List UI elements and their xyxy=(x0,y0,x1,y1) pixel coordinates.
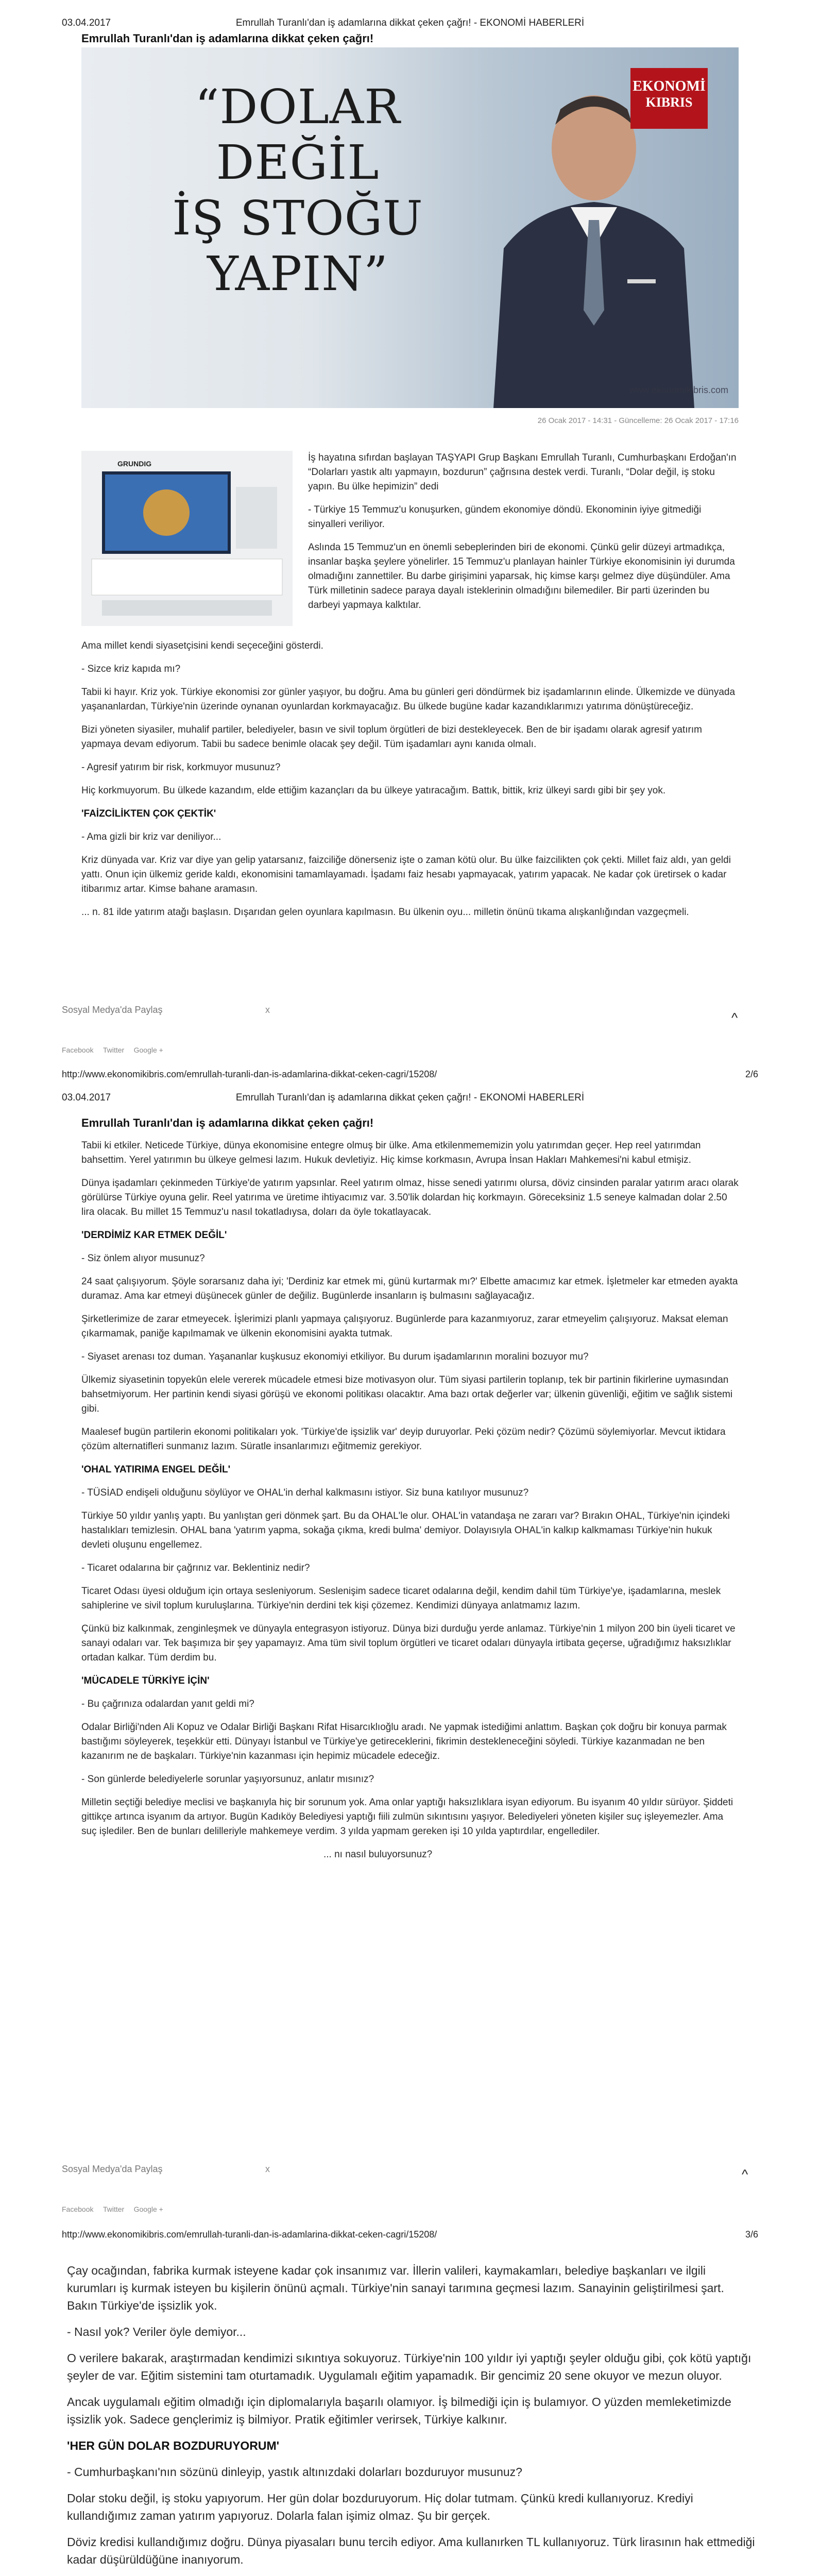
body-paragraph: Dünya işadamları çekinmeden Türkiye'de yatırım yapsınlar. Reel yatırım olmaz, hisse senedi yatırımı olursa, döviz cinsinden paralar yatırım aracı olarak görülürse Türkiye oyuna gelir. Reel yatırıma ve üretime ihtiyacımız var. 3.50'lik dolardan hiç korkmayın. Göreceksiniz 1.5 seneye kalmadan dolar 2.50 lira olacak. Bu millet 15 Temmuz'u nasıl tokatladıysa, doları da öyle tokatlayacak. xyxy=(81,1178,739,1217)
body-paragraph: 24 saat çalışıyorum. Şöyle sorarsanız daha iyi; 'Derdiniz kar etmek mi, günü kurtarmak mı?' Elbette amacımız kar etmek. İşletmeler kar etmeden ayakta duramaz. Ama kar etmeyi düşünecek günler de değiliz. Bugünlerde insanların iş bulmasını sağlayacağız. xyxy=(81,1276,738,1301)
figure-brand: GRUNDIG xyxy=(117,460,152,468)
body-paragraph: Ama millet kendi siyasetçisini kendi seçeceğini gösterdi. xyxy=(81,640,323,651)
print-url: http://www.ekonomikibris.com/emrullah-turanli-dan-is-adamlarina-dikkat-ceken-cagri/15208/ xyxy=(62,1069,437,1079)
question: - TÜSİAD endişeli olduğunu söylüyor ve OHAL'in derhal kalkmasını istiyor. Siz buna katılıyor musunuz? xyxy=(81,1487,529,1498)
article-body-page-3 xyxy=(67,2262,757,2576)
tv-illustration xyxy=(81,451,293,626)
body-paragraph: O verilere bakarak, araştırmadan kendimizi sıkıntıya sokuyoruz. Türkiye'nin 100 yıldır iyi yaptığı şeyler olduğu gibi, çok kötü yaptığı şeyler de var. Eğitim sistemini tam oturtamadık. Uygulamalı eğitim yapamadık. Bir gencimiz 20 sene okuyor ve mezun oluyor. xyxy=(67,2351,751,2382)
question: - Son günlerde belediyelerle sorunlar yaşıyorsunuz, anlatır mısınız? xyxy=(81,1774,374,1785)
close-icon[interactable]: x xyxy=(265,2164,270,2174)
print-page-number: 2/6 xyxy=(745,1069,758,1079)
print-header xyxy=(62,18,758,29)
close-icon[interactable]: x xyxy=(265,1005,270,1015)
body-paragraph: Döviz kredisi kullandığımız doğru. Dünya piyasaları bunu tercih ediyor. Ama kullanırken TL kullanıyoruz. Türk lirasının hak ettmediği kadar düşürüldüğüne inanıyorum. xyxy=(67,2535,755,2566)
subheading: 'HER GÜN DOLAR BOZDURUYORUM' xyxy=(67,2439,280,2452)
body-paragraph: Çünkü biz kalkınmak, zenginleşmek ve dünyayla entegrasyon istiyoruz. Dünya bizi durduğu yerde anlamaz. Türkiye'nin 1 milyon 200 bin üyeli ticaret ve sanayi odaları var. Tek başımıza bir şey yapamayız. Ama tüm sivil toplum örgütleri ve ticaret odaları dünyayla irtibata geçerse, uğradığımız haksızlıklar ortadan kalkar. Tüm derdim bu. xyxy=(81,1623,736,1663)
hero-quote-line-2: İŞ STOĞU YAPIN” xyxy=(172,191,423,301)
body-paragraph: Ancak uygulamalı eğitim olmadığı için diplomalarıyla başarılı olamıyor. İş bilmediği için iş bulamıyor. O yüzden memleketimizde işsizlik yok. Sadece gençlerimiz iş bilmiyor. Pratik eğitimler verirsek, Türkiye kalkınır. xyxy=(67,2395,731,2426)
social-share-title: Sosyal Medya'da Paylaş xyxy=(62,1005,163,1015)
article-body-page-1 xyxy=(81,639,739,928)
question: - Agresif yatırım bir risk, korkmuyor musunuz? xyxy=(81,762,281,773)
question: - Ama gizli bir kriz var deniliyor... xyxy=(81,832,221,842)
social-share-panel xyxy=(62,999,278,1066)
social-share-buttons xyxy=(62,2205,170,2214)
print-page-1 xyxy=(0,0,820,1079)
facebook-share-button[interactable]: Facebook xyxy=(62,2205,94,2213)
hero-banner xyxy=(81,47,739,408)
social-share-panel xyxy=(62,2159,278,2226)
print-page-title: Emrullah Turanlı'dan iş adamlarına dikkat çeken çağrı! - EKONOMİ HABERLERİ xyxy=(235,18,585,28)
twitter-share-button[interactable]: Twitter xyxy=(102,1046,125,1054)
question: - Bu çağrınıza odalardan yanıt geldi mi? xyxy=(81,1699,254,1709)
scroll-up-icon[interactable]: ^ xyxy=(731,1010,738,1025)
print-page-title: Emrullah Turanlı'dan iş adamlarına dikkat çeken çağrı! - EKONOMİ HABERLERİ xyxy=(235,1092,585,1103)
subheading: 'FAİZCİLİKTEN ÇOK ÇEKTİK' xyxy=(81,808,216,819)
article-title: Emrullah Turanlı'dan iş adamlarına dikkat çeken çağrı! xyxy=(81,1116,374,1129)
print-date: 03.04.2017 xyxy=(62,18,111,28)
social-share-title: Sosyal Medya'da Paylaş xyxy=(62,2164,163,2174)
body-paragraph: Ticaret Odası üyesi olduğum için ortaya sesleniyorum. Seslenişim sadece ticaret odalarına değil, kendim dahil tüm Türkiye'ye, işadamlarına, meslek sahiplerine ve sivil toplum kuruluşlarına. Türkiye'nin derdini tek kişi çözemez. Kendimizi dünyaya anlatmamız lazım. xyxy=(81,1586,721,1611)
print-page-3 xyxy=(0,2241,820,2576)
social-share-buttons xyxy=(62,1046,170,1055)
body-paragraph: Bizi yöneten siyasiler, muhalif partiler, belediyeler, basın ve sivil toplum örgütleri de bizi destekleyecek. Ben de bir işadamı olarak agresif yatırım yapmaya devam ediyorum. Tabii bu sadece benimle olacak şey değil. Tüm işadamları aynı kanıda olmalı. xyxy=(81,724,702,750)
article-lead xyxy=(308,451,739,621)
body-paragraph: Ülkemiz siyasetinin topyekûn elele vererek mücadele etmesi bize motivasyon olur. Tüm siyasi partilerin toplanıp, tek bir partinin fikirlerine uymasından bahsetmiyorum. Her partinin kendi siyasi görüşü ve ekonomi politikası olacaktır. Ama bazı ortak değerler var; ülkenin güvenliği, eğitim ve sağlık sistemi gibi. xyxy=(81,1375,733,1414)
print-page-2 xyxy=(0,1079,820,2241)
google-plus-share-button[interactable]: Google + xyxy=(133,1046,163,1054)
body-paragraph: ... n. 81 ilde yatırım atağı başlasın. Dışarıdan gelen oyunlara kapılmasın. Bu ülkenin oyu... milletin önünü tıkama alışkanlığından vazgeçmeli. xyxy=(81,907,689,918)
question: - Siyaset arenası toz duman. Yaşananlar kuşkusuz ekonomiyi etkiliyor. Bu durum işadamlarının moralini bozuyor mu? xyxy=(81,1351,589,1362)
article-dates: 26 Ocak 2017 - 14:31 - Güncelleme: 26 Ocak 2017 - 17:16 xyxy=(537,416,739,425)
body-paragraph: Tabii ki etkiler. Neticede Türkiye, dünya ekonomisine entegre olmuş bir ülke. Ama etkilenmememizin yolu yatırımdan geçer. Hep reel yatırımdan bahsettim. Yerel yatırımın bu ülkeye gelmesi lazım. Hukuk devletiyiz. Hiç kimse korkmasın, Avrupa İnsan Hakları Mahkemesi'ni kabul etmişiz. xyxy=(81,1140,701,1165)
subheading: 'MÜCADELE TÜRKİYE İÇİN' xyxy=(81,1675,210,1686)
body-paragraph: Hiç korkmuyorum. Bu ülkede kazandım, elde ettiğim kazançları da bu ülkeye yatıracağım. Battık, bittik, kriz ülkeyi sardı gibi bir şey yok. xyxy=(81,785,666,796)
question: - Ticaret odalarına bir çağrınız var. Beklentiniz nedir? xyxy=(81,1563,310,1573)
body-paragraph: Milletin seçtiği belediye meclisi ve başkanıyla hiç bir sorunum yok. Ama onlar yaptığı haksızlıklara isyan ediyorum. Bu isyanım 40 yıldır sürüyor. Şiddeti gittikçe artınca isyanım da artıyor. Bugün Kadıköy Belediyesi yaptığı fiili zulmün sıkıntısını yaşıyor. Belediyeleri yöneten kişiler suç işleyemezler. Ama suç işlediler. Ben de bunları delilleriyle mahkemeye verdim. 3 yılda yapmam gereken işi 10 yılda yaptırdılar, engellediler. xyxy=(81,1797,733,1837)
body-paragraph: Dolar stoku değil, iş stoku yapıyorum. Her gün dolar bozduruyorum. Hiç dolar tutmam. Çünkü kredi kullanıyoruz. Krediyi kullandığımız zaman yatırım yapıyoruz. Dolarla falan işimiz olmaz. Şu bir gerçek. xyxy=(67,2492,693,2522)
scroll-up-icon[interactable]: ^ xyxy=(742,2166,748,2182)
body-paragraph: Tabii ki hayır. Kriz yok. Türkiye ekonomisi zor günler yaşıyor, bu doğru. Ama bu günleri geri döndürmek biz işadamlarının elinde. Ülkemizde ve dünyada yaşananlardan, Türkiye'nin üzerinde oynanan oyunlardan korkmayacağız. Bu ülkede bugüne kadar kazandıklarımızı yatırıma dönüştüreceğiz. xyxy=(81,687,736,712)
body-paragraph: Çay ocağından, fabrika kurmak isteyene kadar çok insanımız var. İllerin valileri, kaymakamları, belediye başkanları ve ilgili kurumları iş kurmak isteyen bu kişilerin önünü açmalı. Türkiye'nin sanayi tarımına geçmesi lazım. Sanayinin geliştirilmesi şart. Bakın Türkiye'de işsizlik yok. xyxy=(67,2264,724,2312)
facebook-share-button[interactable]: Facebook xyxy=(62,1046,94,1054)
body-paragraph: Şirketlerimize de zarar etmeyecek. İşlerimizi planlı yapmaya çalışıyoruz. Bugünlerde para kazanmıyoruz, zarar etmeyelim çalışıyoruz. Maksat eleman çıkarmamak, paniğe kapılmamak ve ülkenin ekonomisini ayakta tutmak. xyxy=(81,1314,728,1339)
tv-advert-image xyxy=(81,451,293,626)
brand-logo xyxy=(630,68,708,129)
article-title: Emrullah Turanlı'dan iş adamlarına dikkat çeken çağrı! xyxy=(81,32,374,45)
lead-paragraph: - Türkiye 15 Temmuz'u konuşurken, gündem ekonomiye döndü. Ekonominin iyiye gitmediği sinyalleri veriliyor. xyxy=(308,504,702,530)
print-page-number: 3/6 xyxy=(745,2229,758,2240)
print-header xyxy=(62,1092,758,1104)
article-body-page-2 xyxy=(81,1139,739,1871)
question: - Nasıl yok? Veriler öyle demiyor... xyxy=(67,2325,246,2338)
twitter-share-button[interactable]: Twitter xyxy=(102,2205,125,2213)
question: - Sizce kriz kapıda mı? xyxy=(81,664,181,674)
lead-paragraph: Aslında 15 Temmuz'un en önemli sebeplerinden biri de ekonomi. Çünkü gelir düzeyi artmadıkça, insanlar başka şeylere yönelirler. 15 Temmuz'u planlayan hainler Türkiye ekonomisinin iyi durumda olmadığını zannettiler. Bu darbe girişimini yaparsak, hiç kimse karşı gelmez diye düşündüler. Ama Türk milletinin sadece paraya dayalı isteklerinin olmadığını bilemediler. Bir parti üzerinden bu darbeyi yapmaya kalktılar. xyxy=(308,542,735,611)
question: - Siz önlem alıyor musunuz? xyxy=(81,1253,205,1264)
google-plus-share-button[interactable]: Google + xyxy=(133,2205,163,2213)
body-paragraph: Odalar Birliği'nden Ali Kopuz ve Odalar Birliği Başkanı Rifat Hisarcıklıoğlu aradı. Ne yapmak istediğimi anlattım. Başkan çok doğru bir konuya parmak bastığımı söyleyerek, teşekkür etti. Dünyayı İstanbul ve Türkiye'ye getireceklerini, fikrimin destekleneceğini söyledi. Türkiye kazanmadan ne ben kazanırım ne de başkaları. Türkiye'nin kazanması için hepimiz mücadele edeceğiz. xyxy=(81,1722,727,1761)
lead-paragraph: İş hayatına sıfırdan başlayan TAŞYAPI Grup Başkanı Emrullah Turanlı, Cumhurbaşkanı Erdoğan'ın “Dolarları yastık altı yapmayın, bozdurun” çağrısına destek verdi. Turanlı, “Dolar değil, iş stoku yapın. Bu ülke hepimizin” dedi xyxy=(308,452,737,492)
print-url: http://www.ekonomikibris.com/emrullah-turanli-dan-is-adamlarina-dikkat-ceken-cagri/15208/ xyxy=(62,2229,437,2240)
subheading: 'DERDİMİZ KAR ETMEK DEĞİL' xyxy=(81,1230,227,1241)
body-paragraph: Türkiye 50 yıldır yanlış yaptı. Bu yanlıştan geri dönmek şart. Bu da OHAL'le olur. OHAL'in vatandaşa ne zararı var? Bırakın OHAL, Türkiye'nin içindeki hastalıkları temizlesin. OHAL bana 'yatırım yapma, sokağa çıkma, kredi bulma' demiyor. Dolayısıyla OHAL'in kalkıp kalkmaması Türkiye'nin hukuk devleti oluşunu engellemez. xyxy=(81,1511,730,1550)
body-paragraph: Maalesef bugün partilerin ekonomi politikaları yok. 'Türkiye'de işsizlik var' deyip duruyorlar. Peki çözüm nedir? Çözümü söylemiyorlar. Mevcut iktidara çözüm alternatifleri sunmanız lazım. Süratle insanlarımızı eğitmemiz gerekiyor. xyxy=(81,1427,726,1452)
body-paragraph: ... nı nasıl buluyorsunuz? xyxy=(323,1849,433,1860)
hero-quote xyxy=(117,79,478,302)
hero-quote-line-1: “DOLAR DEĞİL xyxy=(195,79,401,190)
body-paragraph: Kriz dünyada var. Kriz var diye yan gelip yatarsanız, faizciliğe dönerseniz işte o zaman kötü olur. Bu ülke faizcilikten çok çekti. Millet faiz aldı, yan geldi yattı. Onun için ülkemiz geride kaldı, ekonomisini tamamlayamadı. İşadamı faiz hesabı yapmayacak, yatırım yapacak. Ne kadar çok üretirsek o kadar itibarımız artar. Kimse bahane aramasın. xyxy=(81,855,731,894)
logo-text-2: KIBRIS xyxy=(645,95,693,110)
subheading: 'OHAL YATIRIMA ENGEL DEĞİL' xyxy=(81,1464,231,1475)
hero-watermark: www.ekonomikibris.com xyxy=(629,385,728,395)
question: - Cumhurbaşkanı'nın sözünü dinleyip, yastık altınızdaki dolarları bozduruyor musunuz? xyxy=(67,2465,522,2479)
logo-text-1: EKONOMİ xyxy=(633,78,706,94)
print-date: 03.04.2017 xyxy=(62,1092,111,1103)
